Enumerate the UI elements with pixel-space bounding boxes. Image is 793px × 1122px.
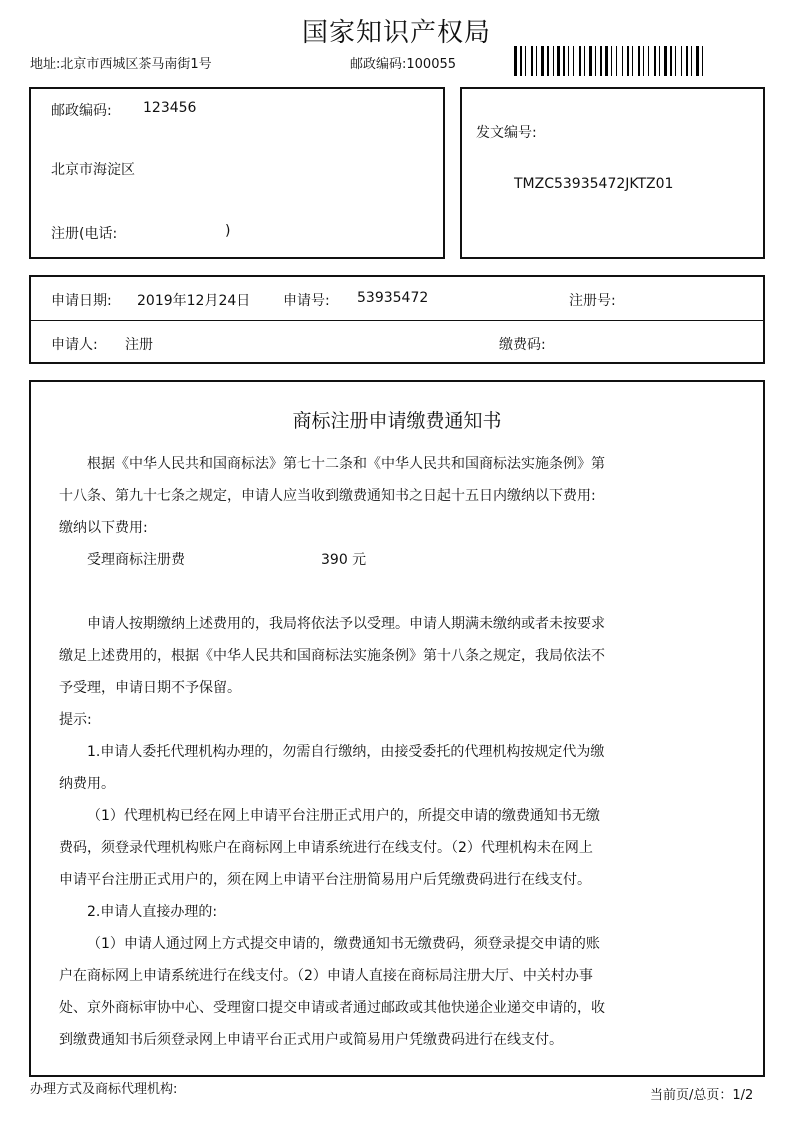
barcode-bar	[541, 46, 544, 76]
paragraph-line: 纳费用。	[59, 776, 115, 792]
notice-box	[29, 380, 765, 1077]
notice-body	[59, 448, 749, 1056]
applicant-label: 申请人:	[51, 337, 98, 353]
barcode-bar	[563, 46, 565, 76]
recipient-postcode: 123456	[143, 100, 197, 116]
barcode-bar	[545, 46, 546, 76]
paragraph-line: 处、京外商标审协中心、受理窗口提交申请或者通过邮政或其他快递企业递交申请的，收	[59, 1000, 605, 1016]
doc-number: TMZC53935472JKTZ01	[514, 176, 674, 192]
agency-title: 国家知识产权局	[301, 18, 491, 48]
paragraph-line: 缴纳以下费用:	[59, 520, 148, 536]
barcode-image	[514, 46, 764, 76]
barcode-bar	[677, 46, 680, 76]
barcode-bar	[686, 46, 688, 76]
paragraph-line: 户在商标网上申请系统进行在线支付。（2）申请人直接在商标局注册大厅、中关村办事	[59, 968, 593, 984]
recipient-box	[29, 87, 445, 259]
notice-title: 商标注册申请缴费通知书	[292, 410, 502, 432]
paragraph-line: 2.申请人直接办理的:	[87, 904, 218, 920]
barcode-bar	[593, 46, 594, 76]
barcode-bar	[624, 46, 626, 76]
barcode-bar	[600, 46, 602, 76]
barcode-bar	[555, 46, 556, 76]
barcode-bar	[527, 46, 530, 76]
paragraph-line: 根据《中华人民共和国商标法》第七十二条和《中华人民共和国商标法实施条例》第	[87, 456, 605, 472]
barcode-bar	[627, 46, 629, 76]
recipient-address: 北京市海淀区	[51, 162, 135, 178]
paragraph-line: 缴足上述费用的，根据《中华人民共和国商标法实施条例》第十八条之规定，我局依法不	[59, 648, 605, 664]
barcode-bar	[538, 46, 540, 76]
paragraph-line: 十八条、第九十七条之规定，申请人应当收到缴费通知书之日起十五日内缴纳以下费用:	[59, 488, 596, 504]
fee-item: 受理商标注册费	[87, 552, 185, 568]
fee-amount: 390 元	[321, 552, 367, 568]
barcode-bar	[657, 46, 658, 76]
barcode-bar	[691, 46, 692, 76]
barcode-bar	[573, 46, 574, 76]
barcode-bar	[661, 46, 663, 76]
tips-label: 提示:	[59, 712, 92, 728]
barcode-bar	[584, 46, 585, 76]
barcode-bar	[659, 46, 660, 76]
paragraph-line: 申请人按期缴纳上述费用的，我局将依法予以受理。申请人期满未缴纳或者未按要求	[87, 616, 605, 632]
barcode-bar	[702, 46, 703, 76]
agency-line: 办理方式及商标代理机构:	[30, 1082, 178, 1097]
barcode-bar	[630, 46, 631, 76]
barcode-bar	[700, 46, 701, 76]
paragraph-line: 到缴费通知书后须登录网上申请平台正式用户或简易用户凭缴费码进行在线支付。	[59, 1032, 563, 1048]
paragraph-line: 费码，须登录代理机构账户在商标网上申请系统进行在线支付。（2）代理机构未在网上	[59, 840, 593, 856]
barcode-bar	[613, 46, 615, 76]
doc-number-box	[460, 87, 765, 259]
barcode-bar	[670, 46, 672, 76]
apply-no: 53935472	[357, 290, 429, 306]
barcode-bar	[553, 46, 554, 76]
barcode-bar	[673, 46, 674, 76]
barcode-bar	[603, 46, 604, 76]
reg-no-label: 注册号:	[569, 293, 616, 309]
barcode-bar	[616, 46, 617, 76]
barcode-bar	[514, 46, 517, 76]
agency-postcode: 邮政编码:100055	[350, 57, 457, 72]
barcode-bar	[641, 46, 642, 76]
barcode-bar	[668, 46, 669, 76]
fee-row	[59, 544, 749, 576]
barcode-bar	[605, 46, 608, 76]
barcode-bar	[683, 46, 685, 76]
paragraph-line: 申请平台注册正式用户的，须在网上申请平台注册简易用户后凭缴费码进行在线支付。	[59, 872, 591, 888]
barcode-bar	[609, 46, 610, 76]
paragraph-line: （1）代理机构已经在网上申请平台注册正式用户的，所提交申请的缴费通知书无缴	[87, 808, 600, 824]
barcode-bar	[654, 46, 656, 76]
paragraph-line: 1.申请人委托代理机构办理的，勿需自行缴纳，由接受委托的代理机构按规定代为缴	[87, 744, 605, 760]
apply-no-label: 申请号:	[283, 293, 330, 309]
paragraph-line: 予受理，申请日期不予保留。	[59, 680, 241, 696]
barcode-bar	[561, 46, 562, 76]
barcode-bar	[579, 46, 581, 76]
recipient-phone-close: )	[225, 223, 231, 239]
agency-address: 地址:北京市西城区茶马南街1号	[30, 57, 212, 72]
barcode-bar	[531, 46, 533, 76]
barcode-bar	[536, 46, 537, 76]
barcode-bar	[582, 46, 583, 76]
recipient-postcode-label: 邮政编码:	[51, 103, 112, 119]
page-indicator: 当前页/总页：1/2	[650, 1088, 754, 1103]
barcode-bar	[597, 46, 599, 76]
barcode-bar	[696, 46, 699, 76]
barcode-bar	[681, 46, 682, 76]
barcode-bar	[586, 46, 588, 76]
barcode-bar	[645, 46, 647, 76]
pay-code-label: 缴费码:	[499, 337, 546, 353]
applicant: 注册	[125, 337, 153, 353]
barcode-bar	[664, 46, 667, 76]
barcode-bar	[689, 46, 690, 76]
barcode-bar	[650, 46, 653, 76]
paragraph-line: （1）申请人通过网上方式提交申请的，缴费通知书无缴费码，须登录提交申请的账	[87, 936, 600, 952]
barcode-bar	[575, 46, 578, 76]
barcode-bar	[595, 46, 596, 76]
doc-number-label: 发文编号:	[476, 125, 537, 141]
barcode-bar	[611, 46, 612, 76]
barcode-bar	[566, 46, 567, 76]
barcode-bar	[550, 46, 552, 76]
apply-date-label: 申请日期:	[51, 293, 112, 309]
barcode-bar	[547, 46, 549, 76]
barcode-bar	[643, 46, 644, 76]
barcode-bar	[518, 46, 519, 76]
barcode-bar	[570, 46, 572, 76]
barcode-bar	[648, 46, 649, 76]
barcode-bar	[523, 46, 524, 76]
barcode-bar	[568, 46, 569, 76]
barcode-bar	[632, 46, 633, 76]
barcode-bar	[675, 46, 676, 76]
recipient-phone: 注册(电话:	[51, 226, 118, 242]
application-info-box	[29, 275, 765, 364]
barcode-bar	[693, 46, 695, 76]
barcode-bar	[638, 46, 640, 76]
apply-date: 2019年12月24日	[137, 293, 251, 309]
barcode-bar	[704, 46, 707, 76]
barcode-bar	[520, 46, 522, 76]
barcode-bar	[534, 46, 535, 76]
barcode-bar	[557, 46, 560, 76]
barcode-bar	[634, 46, 637, 76]
barcode-bar	[525, 46, 526, 76]
barcode-bar	[589, 46, 592, 76]
barcode-bar	[622, 46, 623, 76]
barcode-bar	[618, 46, 621, 76]
